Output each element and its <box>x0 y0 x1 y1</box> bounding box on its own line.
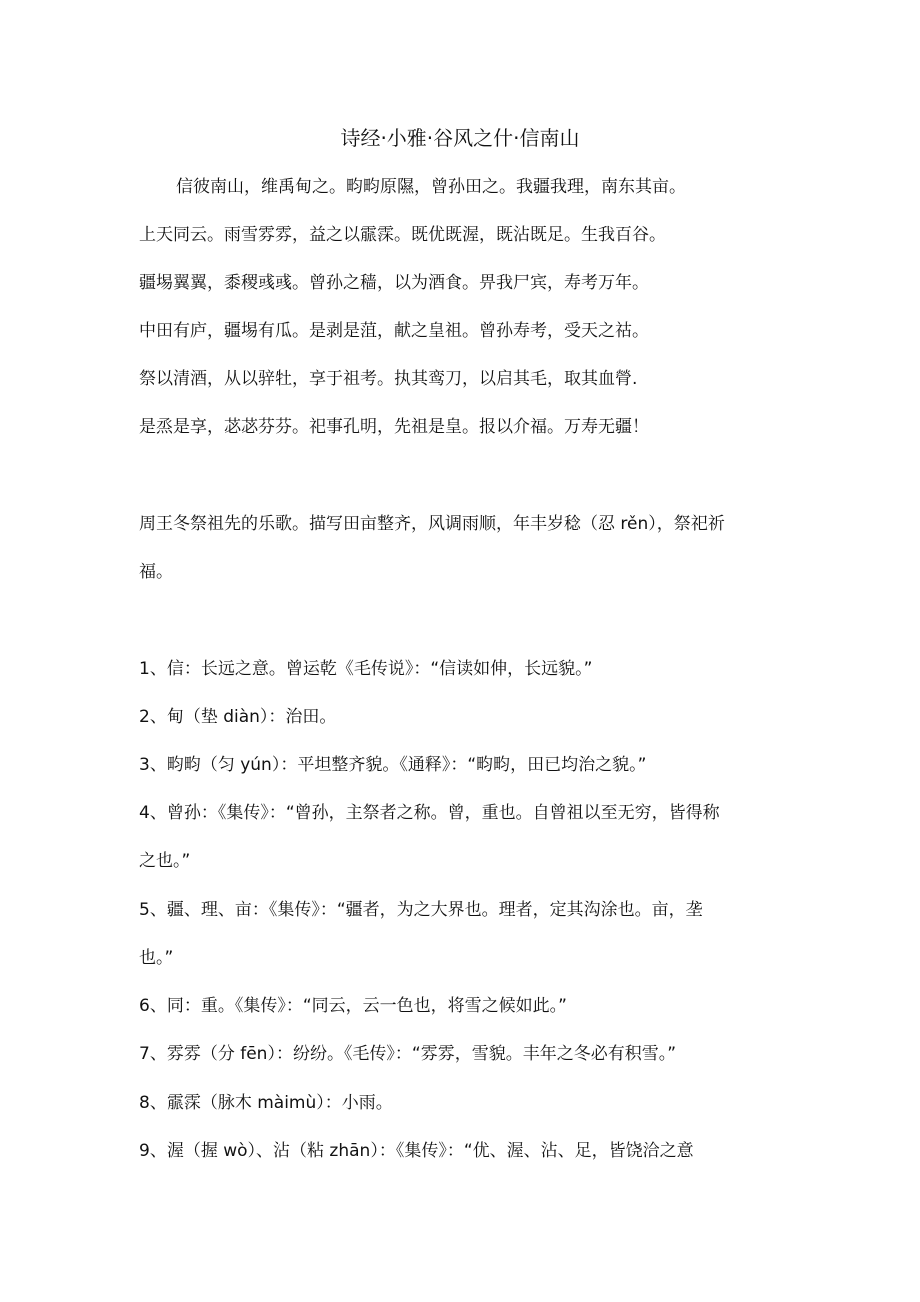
poem-line-1: 信彼南山，维禹甸之。畇畇原隰，曾孙田之。我疆我理，南东其亩。 <box>176 177 686 197</box>
note-5-cont: 也。” <box>139 948 174 968</box>
summary-line-1: 周王冬祭祖先的乐歌。描写田亩整齐，风调雨顺，年丰岁稔（忍 rěn），祭祀祈 <box>139 514 725 534</box>
summary-line-2: 福。 <box>139 562 173 582</box>
note-3: 3、畇畇（匀 yún）：平坦整齐貌。《通释》：“畇畇，田已均治之貌。” <box>139 755 647 775</box>
note-2: 2、甸（垫 diàn）：治田。 <box>139 707 337 727</box>
poem-line-6: 是烝是享，苾苾芬芬。祀事孔明，先祖是皇。报以介福。万寿无疆！ <box>139 417 649 437</box>
poem-line-5: 祭以清酒，从以骍牡，享于祖考。执其鸾刀，以启其毛，取其血膋. <box>139 369 638 389</box>
note-5: 5、疆、理、亩：《集传》：“疆者，为之大界也。理者，定其沟涂也。亩，垄 <box>139 900 703 920</box>
page-title: 诗经·小雅·谷风之什·信南山 <box>340 126 580 150</box>
note-8: 8、霢霂（脉木 màimù）：小雨。 <box>139 1093 393 1113</box>
note-1: 1、信：长远之意。曾运乾《毛传说》：“信读如伸，长远貌。” <box>139 659 593 679</box>
note-6: 6、同：重。《集传》：“同云，云一色也，将雪之候如此。” <box>139 996 567 1016</box>
note-4: 4、曾孙：《集传》：“曾孙，主祭者之称。曾，重也。自曾祖以至无穷，皆得称 <box>139 803 720 823</box>
note-9: 9、渥（握 wò）、沾（粘 zhān）：《集传》：“优、渥、沾、足，皆饶洽之意 <box>139 1141 694 1161</box>
poem-line-4: 中田有庐，疆埸有瓜。是剥是菹，献之皇祖。曾孙寿考，受天之祜。 <box>139 321 649 341</box>
note-4-cont: 之也。” <box>139 851 191 871</box>
poem-line-3: 疆埸翼翼，黍稷彧彧。曾孙之穑，以为酒食。畀我尸宾，寿考万年。 <box>139 273 649 293</box>
note-7: 7、雰雰（分 fēn）：纷纷。《毛传》：“雰雰，雪貌。丰年之冬必有积雪。” <box>139 1044 677 1064</box>
poem-line-2: 上天同云。雨雪雰雰，益之以霢霂。既优既渥，既沾既足。生我百谷。 <box>139 225 666 245</box>
